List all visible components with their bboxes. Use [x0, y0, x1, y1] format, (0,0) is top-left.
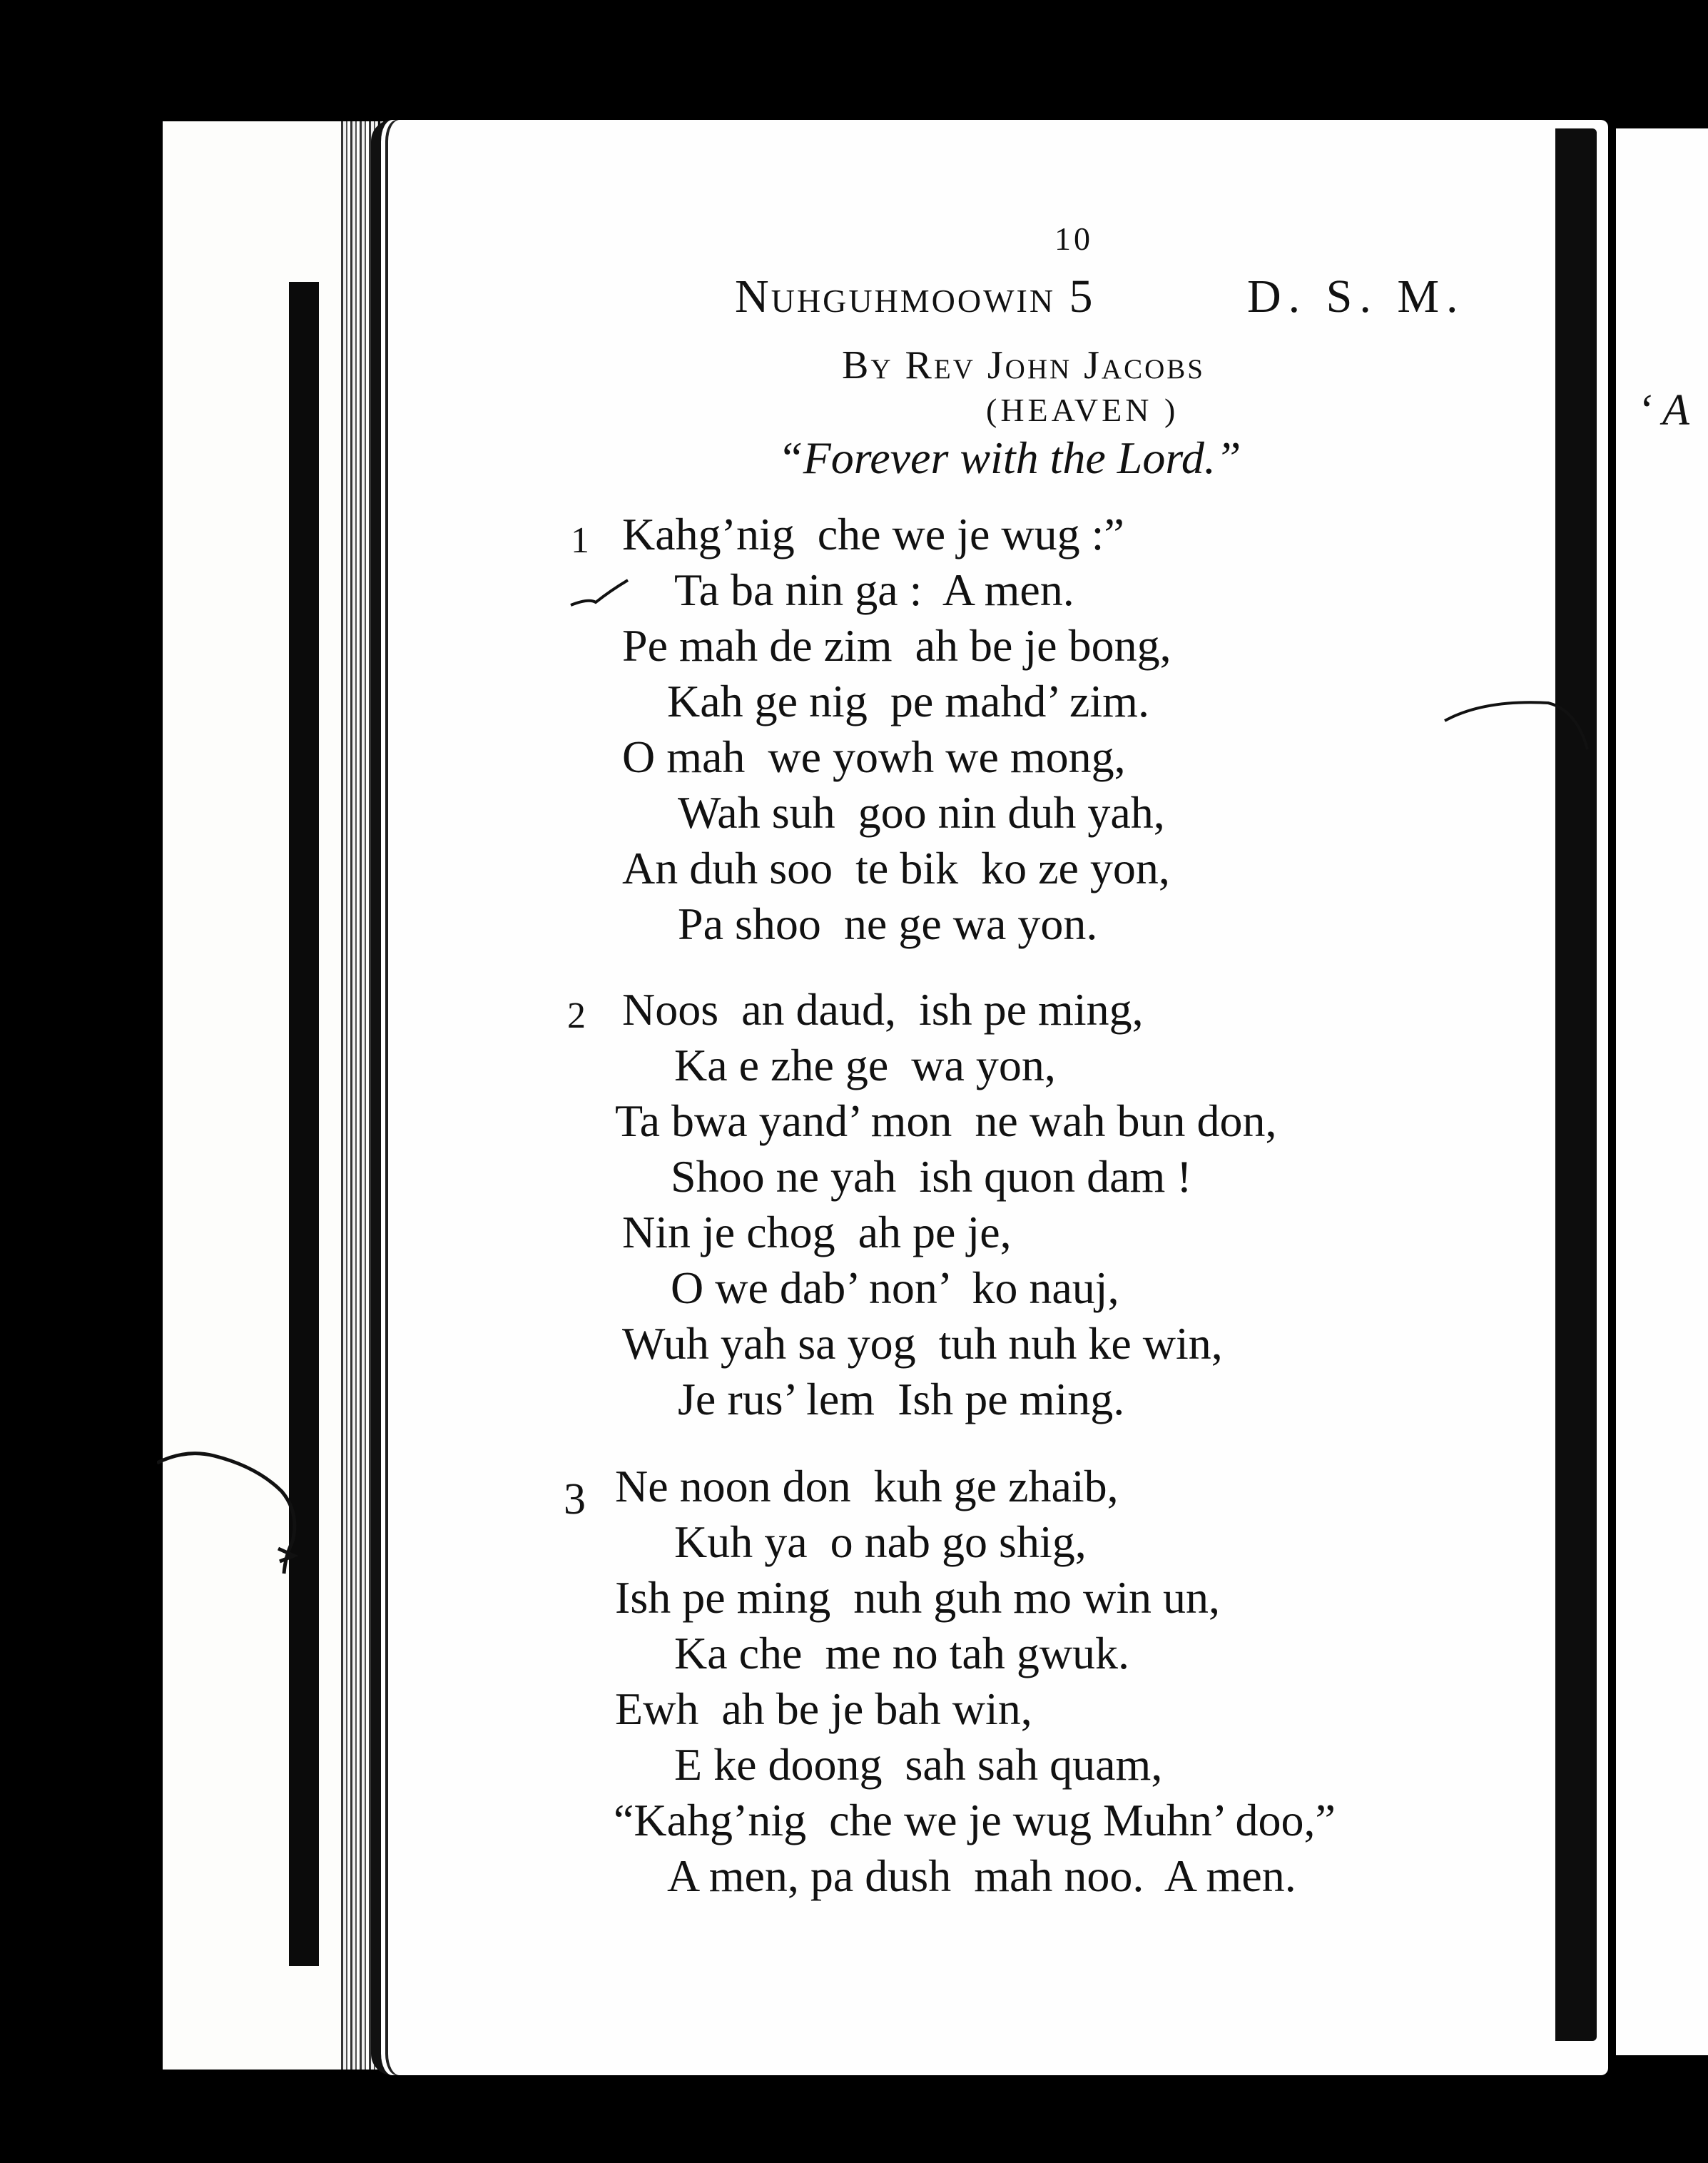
verse-line: “Kahg’nig che we je wug Muhn’ doo,”: [614, 1795, 1336, 1845]
hymn-author: By Rev John Jacobs: [842, 343, 1205, 387]
verse-line: Kah ge nig pe mahd’ zim.: [667, 676, 1149, 726]
verse-line: Kuh ya o nab go shig,: [674, 1516, 1087, 1567]
page-number: 10: [1054, 221, 1093, 257]
verse-line: Pe mah de zim ah be je bong,: [622, 620, 1171, 671]
verse-line: Kahg’nig che we je wug :”: [622, 509, 1124, 559]
verse-line: O mah we yowh we mong,: [622, 731, 1126, 782]
verse-line: Shoo ne yah ish quon dam !: [671, 1151, 1192, 1202]
verse-line: An duh soo te bik ko ze yon,: [622, 843, 1170, 893]
verse-number: 2: [567, 996, 586, 1036]
hymn-meter: D. S. M.: [1247, 270, 1465, 323]
verse-line: Ka che me no tah gwuk.: [674, 1628, 1130, 1678]
verse-number: 1: [571, 520, 589, 561]
verse-line: Ne noon don kuh ge zhaib,: [615, 1461, 1119, 1511]
verse-line: E ke doong sah sah quam,: [674, 1739, 1163, 1790]
verse-line: O we dab’ non’ ko nauj,: [671, 1262, 1119, 1313]
next-page-text-fragment: ‘ A: [1637, 386, 1689, 435]
verse-line: Ka e zhe ge wa yon,: [674, 1040, 1056, 1090]
verse-line: Ta ba nin ga : A men.: [674, 564, 1074, 615]
verse-line: A men, pa dush mah noo. A men.: [667, 1850, 1296, 1901]
hymn-title: Nuhguhmoowin 5: [735, 270, 1095, 323]
verse-line: Wuh yah sa yog tuh nuh ke win,: [622, 1318, 1223, 1369]
verse-line: Ish pe ming nuh guh mo win un,: [615, 1572, 1220, 1623]
verse-line: Ta bwa yand’ mon ne wah bun don,: [615, 1095, 1277, 1146]
tune-name: (HEAVEN ): [986, 392, 1179, 428]
hymn-motto: “Forever with the Lord.”: [778, 432, 1241, 483]
verse-line: Noos an daud, ish pe ming,: [622, 984, 1144, 1035]
verse-line: Wah suh goo nin duh yah,: [678, 787, 1165, 838]
verse-line: Ewh ah be je bah win,: [615, 1683, 1032, 1734]
verse-line: Nin je chog ah pe je,: [622, 1207, 1012, 1257]
verse-line: Pa shoo ne ge wa yon.: [678, 898, 1098, 949]
verse-line: Je rus’ lem Ish pe ming.: [678, 1374, 1125, 1424]
verse-number: 3: [564, 1475, 586, 1524]
